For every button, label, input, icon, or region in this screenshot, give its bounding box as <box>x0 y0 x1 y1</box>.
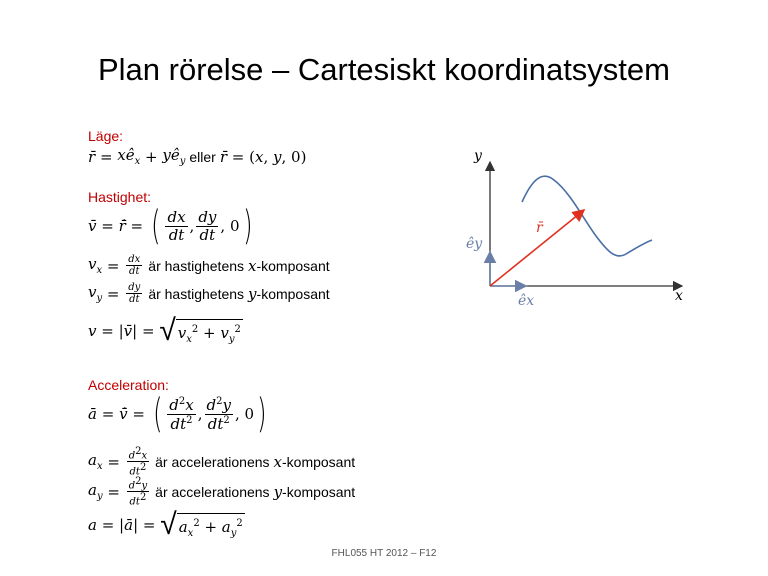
position-vector-label: r̄ <box>536 220 543 236</box>
unit-y-label: êy <box>466 236 483 252</box>
equation-vy: $v_y$ = $\frac{dy}{dt}$ är hastighetens y -komposant <box>88 282 330 305</box>
x-axis-label: x <box>675 288 683 304</box>
vy-suffix: -komposant <box>256 285 330 302</box>
coordinate-diagram <box>466 140 700 320</box>
page-title: Plan rörelse – Cartesiskt koordinatsystem <box>97 52 670 87</box>
y-axis-label: y <box>474 148 482 164</box>
equation-position: r̄ = $xê_x$ + $yê_y$ eller r̄ = ( x , y , 0) <box>88 146 307 167</box>
eq-or-text: eller <box>189 148 216 165</box>
ax-suffix: -komposant <box>282 453 356 470</box>
equation-ax: $a_x$ = $\frac{d^2x}{dt^2}$ är accelerationens x -komposant <box>88 446 356 478</box>
ax-text: är accelerationens <box>155 453 270 470</box>
footer-text: FHL055 HT 2012 – F12 <box>331 548 437 559</box>
section-heading-velocity: Hastighet: <box>88 189 152 205</box>
equation-vx: $v_x$ = $\frac{dx}{dt}$ är hastighetens x -komposant <box>88 254 330 277</box>
vy-text: är hastighetens <box>148 285 245 302</box>
vx-text: är hastighetens <box>148 257 245 274</box>
equation-acceleration-magnitude: a = | ā | = √ $a_x^2 + a_y^2$ <box>88 507 243 542</box>
equation-velocity: v̄ = r̄̇ = ( $\frac{dx}{dt}$ , $\frac{dy}{dt}$ , 0 ) <box>88 203 252 249</box>
section-heading-acceleration: Acceleration: <box>88 377 169 393</box>
ay-suffix: -komposant <box>282 483 356 500</box>
unit-x-label: êx <box>518 293 535 309</box>
ay-text: är accelerationens <box>155 483 270 500</box>
equation-acceleration: ā = v̄̇ = ( $\frac{d^2x}{dt^2}$ , $\frac{d^2y}{dt^2}$ , 0 ) <box>88 391 267 437</box>
equation-ay: $a_y$ = $\frac{d^2y}{dt^2}$ är accelerationens y -komposant <box>88 476 356 508</box>
vx-suffix: -komposant <box>256 257 330 274</box>
equation-speed: v = | v̄ | = √ $v_x^2 + v_y^2$ <box>88 313 241 348</box>
section-heading-position: Läge: <box>88 128 124 144</box>
